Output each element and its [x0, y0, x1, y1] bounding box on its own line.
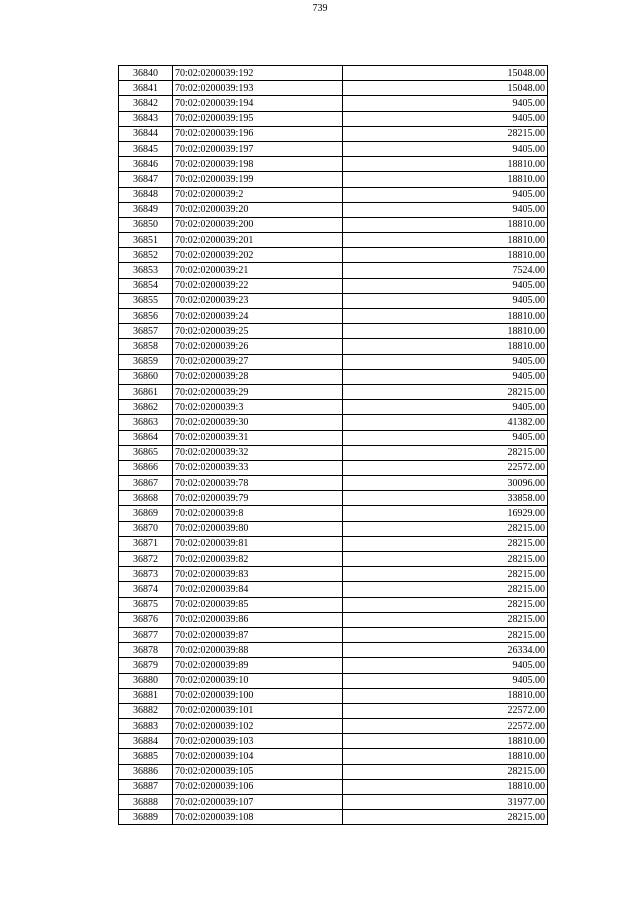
table-row [119, 627, 548, 642]
table-row [119, 111, 548, 126]
row-number-cell: 36878 [119, 643, 173, 658]
value-cell: 9405.00 [343, 673, 548, 688]
table-row [119, 233, 548, 248]
table-row [119, 217, 548, 232]
value-cell: 28215.00 [343, 521, 548, 536]
value-cell: 28215.00 [343, 445, 548, 460]
row-number-cell: 36885 [119, 749, 173, 764]
cadastral-number-cell: 70:02:0200039:199 [173, 172, 343, 187]
cadastral-number-cell: 70:02:0200039:80 [173, 521, 343, 536]
table-body [119, 66, 548, 825]
cadastral-number-cell: 70:02:0200039:89 [173, 658, 343, 673]
cadastral-number-cell: 70:02:0200039:2 [173, 187, 343, 202]
cadastral-number-cell: 70:02:0200039:195 [173, 111, 343, 126]
table-row [119, 749, 548, 764]
value-cell: 26334.00 [343, 643, 548, 658]
cadastral-number-cell: 70:02:0200039:100 [173, 688, 343, 703]
cadastral-number-cell: 70:02:0200039:23 [173, 293, 343, 308]
row-number-cell: 36877 [119, 627, 173, 642]
value-cell: 9405.00 [343, 96, 548, 111]
value-cell: 33858.00 [343, 491, 548, 506]
cadastral-number-cell: 70:02:0200039:24 [173, 309, 343, 324]
cadastral-number-cell: 70:02:0200039:31 [173, 430, 343, 445]
row-number-cell: 36868 [119, 491, 173, 506]
value-cell: 18810.00 [343, 157, 548, 172]
row-number-cell: 36888 [119, 795, 173, 810]
table-row [119, 460, 548, 475]
value-cell: 18810.00 [343, 309, 548, 324]
row-number-cell: 36871 [119, 536, 173, 551]
table-row [119, 764, 548, 779]
value-cell: 28215.00 [343, 612, 548, 627]
table-row [119, 643, 548, 658]
value-cell: 28215.00 [343, 627, 548, 642]
cadastral-number-cell: 70:02:0200039:21 [173, 263, 343, 278]
row-number-cell: 36843 [119, 111, 173, 126]
row-number-cell: 36852 [119, 248, 173, 263]
table-row [119, 491, 548, 506]
cadastral-number-cell: 70:02:0200039:28 [173, 369, 343, 384]
row-number-cell: 36863 [119, 415, 173, 430]
row-number-cell: 36876 [119, 612, 173, 627]
row-number-cell: 36873 [119, 567, 173, 582]
value-cell: 28215.00 [343, 567, 548, 582]
cadastral-number-cell: 70:02:0200039:3 [173, 400, 343, 415]
table-row [119, 688, 548, 703]
value-cell: 9405.00 [343, 187, 548, 202]
cadastral-number-cell: 70:02:0200039:196 [173, 126, 343, 141]
cadastral-number-cell: 70:02:0200039:103 [173, 734, 343, 749]
row-number-cell: 36886 [119, 764, 173, 779]
cadastral-number-cell: 70:02:0200039:84 [173, 582, 343, 597]
table-row [119, 521, 548, 536]
row-number-cell: 36841 [119, 81, 173, 96]
table-row [119, 612, 548, 627]
table-row [119, 810, 548, 825]
cadastral-number-cell: 70:02:0200039:105 [173, 764, 343, 779]
table-row [119, 734, 548, 749]
row-number-cell: 36848 [119, 187, 173, 202]
row-number-cell: 36862 [119, 400, 173, 415]
value-cell: 9405.00 [343, 111, 548, 126]
table-row [119, 567, 548, 582]
table-row [119, 536, 548, 551]
row-number-cell: 36845 [119, 141, 173, 156]
value-cell: 28215.00 [343, 810, 548, 825]
cadastral-number-cell: 70:02:0200039:10 [173, 673, 343, 688]
row-number-cell: 36849 [119, 202, 173, 217]
row-number-cell: 36847 [119, 172, 173, 187]
row-number-cell: 36881 [119, 688, 173, 703]
row-number-cell: 36854 [119, 278, 173, 293]
table-row [119, 795, 548, 810]
row-number-cell: 36869 [119, 506, 173, 521]
row-number-cell: 36880 [119, 673, 173, 688]
value-cell: 16929.00 [343, 506, 548, 521]
cadastral-number-cell: 70:02:0200039:87 [173, 627, 343, 642]
value-cell: 31977.00 [343, 795, 548, 810]
value-cell: 9405.00 [343, 278, 548, 293]
cadastral-number-cell: 70:02:0200039:85 [173, 597, 343, 612]
value-cell: 18810.00 [343, 324, 548, 339]
table-row [119, 172, 548, 187]
cadastral-number-cell: 70:02:0200039:102 [173, 719, 343, 734]
table-row [119, 369, 548, 384]
cadastral-number-cell: 70:02:0200039:200 [173, 217, 343, 232]
row-number-cell: 36856 [119, 309, 173, 324]
cadastral-number-cell: 70:02:0200039:194 [173, 96, 343, 111]
cadastral-number-cell: 70:02:0200039:101 [173, 703, 343, 718]
table-row [119, 157, 548, 172]
row-number-cell: 36867 [119, 476, 173, 491]
cadastral-number-cell: 70:02:0200039:88 [173, 643, 343, 658]
row-number-cell: 36840 [119, 66, 173, 81]
table-row [119, 263, 548, 278]
row-number-cell: 36875 [119, 597, 173, 612]
value-cell: 28215.00 [343, 552, 548, 567]
value-cell: 22572.00 [343, 703, 548, 718]
value-cell: 18810.00 [343, 734, 548, 749]
table-row [119, 384, 548, 399]
value-cell: 28215.00 [343, 126, 548, 141]
row-number-cell: 36870 [119, 521, 173, 536]
row-number-cell: 36884 [119, 734, 173, 749]
table-row [119, 81, 548, 96]
value-cell: 22572.00 [343, 719, 548, 734]
row-number-cell: 36883 [119, 719, 173, 734]
value-cell: 18810.00 [343, 233, 548, 248]
value-cell: 30096.00 [343, 476, 548, 491]
value-cell: 18810.00 [343, 248, 548, 263]
table-row [119, 779, 548, 794]
value-cell: 15048.00 [343, 81, 548, 96]
table-row [119, 354, 548, 369]
value-cell: 9405.00 [343, 202, 548, 217]
cadastral-number-cell: 70:02:0200039:104 [173, 749, 343, 764]
table-row [119, 430, 548, 445]
cadastral-number-cell: 70:02:0200039:29 [173, 384, 343, 399]
cadastral-number-cell: 70:02:0200039:193 [173, 81, 343, 96]
value-cell: 15048.00 [343, 66, 548, 81]
table-row [119, 248, 548, 263]
table-row [119, 202, 548, 217]
table-row [119, 552, 548, 567]
value-cell: 18810.00 [343, 749, 548, 764]
row-number-cell: 36853 [119, 263, 173, 278]
cadastral-number-cell: 70:02:0200039:106 [173, 779, 343, 794]
cadastral-number-cell: 70:02:0200039:201 [173, 233, 343, 248]
cadastral-number-cell: 70:02:0200039:33 [173, 460, 343, 475]
table-row [119, 141, 548, 156]
row-number-cell: 36860 [119, 369, 173, 384]
row-number-cell: 36851 [119, 233, 173, 248]
value-cell: 28215.00 [343, 582, 548, 597]
cadastral-number-cell: 70:02:0200039:78 [173, 476, 343, 491]
row-number-cell: 36872 [119, 552, 173, 567]
cadastral-number-cell: 70:02:0200039:107 [173, 795, 343, 810]
value-cell: 9405.00 [343, 400, 548, 415]
value-cell: 9405.00 [343, 354, 548, 369]
value-cell: 9405.00 [343, 430, 548, 445]
table-row [119, 324, 548, 339]
table-row [119, 506, 548, 521]
value-cell: 18810.00 [343, 779, 548, 794]
value-cell: 28215.00 [343, 536, 548, 551]
table-row [119, 673, 548, 688]
table-row [119, 703, 548, 718]
row-number-cell: 36855 [119, 293, 173, 308]
row-number-cell: 36865 [119, 445, 173, 460]
table-row [119, 339, 548, 354]
cadastral-number-cell: 70:02:0200039:25 [173, 324, 343, 339]
row-number-cell: 36842 [119, 96, 173, 111]
row-number-cell: 36864 [119, 430, 173, 445]
cadastral-number-cell: 70:02:0200039:198 [173, 157, 343, 172]
value-cell: 18810.00 [343, 172, 548, 187]
row-number-cell: 36889 [119, 810, 173, 825]
value-cell: 9405.00 [343, 141, 548, 156]
row-number-cell: 36858 [119, 339, 173, 354]
value-cell: 9405.00 [343, 369, 548, 384]
table-row [119, 126, 548, 141]
row-number-cell: 36879 [119, 658, 173, 673]
row-number-cell: 36857 [119, 324, 173, 339]
table-row [119, 293, 548, 308]
row-number-cell: 36859 [119, 354, 173, 369]
cadastral-number-cell: 70:02:0200039:81 [173, 536, 343, 551]
value-cell: 22572.00 [343, 460, 548, 475]
value-cell: 9405.00 [343, 658, 548, 673]
row-number-cell: 36861 [119, 384, 173, 399]
table-row [119, 187, 548, 202]
value-cell: 28215.00 [343, 764, 548, 779]
cadastral-number-cell: 70:02:0200039:82 [173, 552, 343, 567]
cadastral-number-cell: 70:02:0200039:108 [173, 810, 343, 825]
row-number-cell: 36844 [119, 126, 173, 141]
cadastral-number-cell: 70:02:0200039:27 [173, 354, 343, 369]
cadastral-number-cell: 70:02:0200039:86 [173, 612, 343, 627]
row-number-cell: 36850 [119, 217, 173, 232]
page-number: 739 [312, 3, 328, 14]
table-row [119, 309, 548, 324]
value-cell: 9405.00 [343, 293, 548, 308]
table-row [119, 582, 548, 597]
row-number-cell: 36874 [119, 582, 173, 597]
cadastral-number-cell: 70:02:0200039:202 [173, 248, 343, 263]
cadastral-number-cell: 70:02:0200039:30 [173, 415, 343, 430]
cadastral-number-cell: 70:02:0200039:8 [173, 506, 343, 521]
value-cell: 28215.00 [343, 384, 548, 399]
cadastral-number-cell: 70:02:0200039:26 [173, 339, 343, 354]
cadastral-number-cell: 70:02:0200039:197 [173, 141, 343, 156]
value-cell: 41382.00 [343, 415, 548, 430]
cadastral-number-cell: 70:02:0200039:79 [173, 491, 343, 506]
table-row [119, 66, 548, 81]
table-row [119, 719, 548, 734]
value-cell: 18810.00 [343, 688, 548, 703]
cadastral-number-cell: 70:02:0200039:32 [173, 445, 343, 460]
row-number-cell: 36882 [119, 703, 173, 718]
table-row [119, 96, 548, 111]
table-row [119, 445, 548, 460]
cadastral-number-cell: 70:02:0200039:192 [173, 66, 343, 81]
cadastral-value-table [118, 65, 548, 825]
cadastral-number-cell: 70:02:0200039:20 [173, 202, 343, 217]
table-row [119, 415, 548, 430]
table-row [119, 597, 548, 612]
row-number-cell: 36866 [119, 460, 173, 475]
row-number-cell: 36887 [119, 779, 173, 794]
value-cell: 18810.00 [343, 339, 548, 354]
table-row [119, 658, 548, 673]
cadastral-number-cell: 70:02:0200039:22 [173, 278, 343, 293]
table-row [119, 400, 548, 415]
value-cell: 28215.00 [343, 597, 548, 612]
value-cell: 7524.00 [343, 263, 548, 278]
row-number-cell: 36846 [119, 157, 173, 172]
value-cell: 18810.00 [343, 217, 548, 232]
table-row [119, 278, 548, 293]
table-row [119, 476, 548, 491]
cadastral-number-cell: 70:02:0200039:83 [173, 567, 343, 582]
